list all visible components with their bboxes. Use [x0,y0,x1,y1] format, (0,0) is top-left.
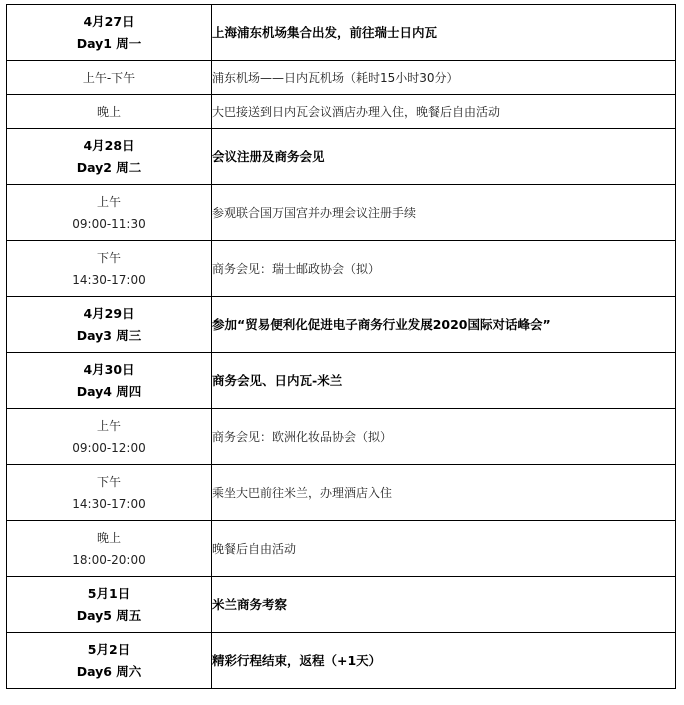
time-range-label: 14:30-17:00 [72,496,146,511]
time-cell [7,465,212,521]
time-label: 上午 [96,418,121,433]
date-cell [7,297,212,353]
day-label: Day6 周六 [76,663,142,679]
table-row [7,297,676,353]
time-range-label: 09:00-11:30 [72,216,146,231]
description-cell: 乘坐大巴前往米兰，办理酒店入住 [212,465,676,521]
time-label: 晚上 [96,530,121,545]
time-label: 下午 [96,250,121,265]
description-cell: 参观联合国万国宫并办理会议注册手续 [212,185,676,241]
description-cell: 商务会见、日内瓦-米兰 [212,353,676,409]
time-label: 上午 [96,194,121,209]
table-row [7,95,676,129]
date-cell [7,353,212,409]
table-row [7,409,676,465]
table-row [7,241,676,297]
table-row [7,61,676,95]
day-label: Day3 周三 [76,327,142,343]
description-cell: 商务会见：欧洲化妆品协会（拟） [212,409,676,465]
time-range-label: 14:30-17:00 [72,272,146,287]
description-cell: 浦东机场——日内瓦机场（耗时15小时30分） [212,61,676,95]
time-cell [7,241,212,297]
time-cell [7,95,212,129]
time-cell [7,409,212,465]
day-label: Day4 周四 [76,383,142,399]
table-row [7,633,676,689]
table-row [7,185,676,241]
description-cell: 会议注册及商务会见 [212,129,676,185]
table-row [7,465,676,521]
description-cell: 商务会见：瑞士邮政协会（拟） [212,241,676,297]
time-cell [7,185,212,241]
description-cell: 米兰商务考察 [212,577,676,633]
day-label: Day1 周一 [76,35,142,51]
date-label: 4月29日 [83,305,135,321]
time-label: 晚上 [96,104,121,119]
day-label: Day5 周五 [76,607,142,623]
time-range-label: 09:00-12:00 [72,440,146,455]
date-label: 5月2日 [87,641,131,657]
table-row [7,521,676,577]
time-range-label: 18:00-20:00 [72,552,146,567]
table-row [7,129,676,185]
date-cell [7,577,212,633]
table-row [7,353,676,409]
description-cell: 上海浦东机场集合出发，前往瑞士日内瓦 [212,5,676,61]
time-label: 上午-下午 [82,70,136,85]
date-label: 4月30日 [83,361,135,377]
date-label: 4月27日 [83,13,135,29]
table-row [7,577,676,633]
time-cell [7,61,212,95]
time-label: 下午 [96,474,121,489]
time-cell [7,521,212,577]
description-cell: 晚餐后自由活动 [212,521,676,577]
table-row [7,5,676,61]
date-label: 4月28日 [83,137,135,153]
date-cell [7,633,212,689]
day-label: Day2 周二 [76,159,142,175]
date-cell [7,5,212,61]
date-label: 5月1日 [87,585,131,601]
date-cell [7,129,212,185]
description-cell: 大巴接送到日内瓦会议酒店办理入住，晚餐后自由活动 [212,95,676,129]
itinerary-table [6,4,676,689]
description-cell: 参加“贸易便利化促进电子商务行业发展2020国际对话峰会” [212,297,676,353]
description-cell: 精彩行程结束，返程（+1天） [212,633,676,689]
